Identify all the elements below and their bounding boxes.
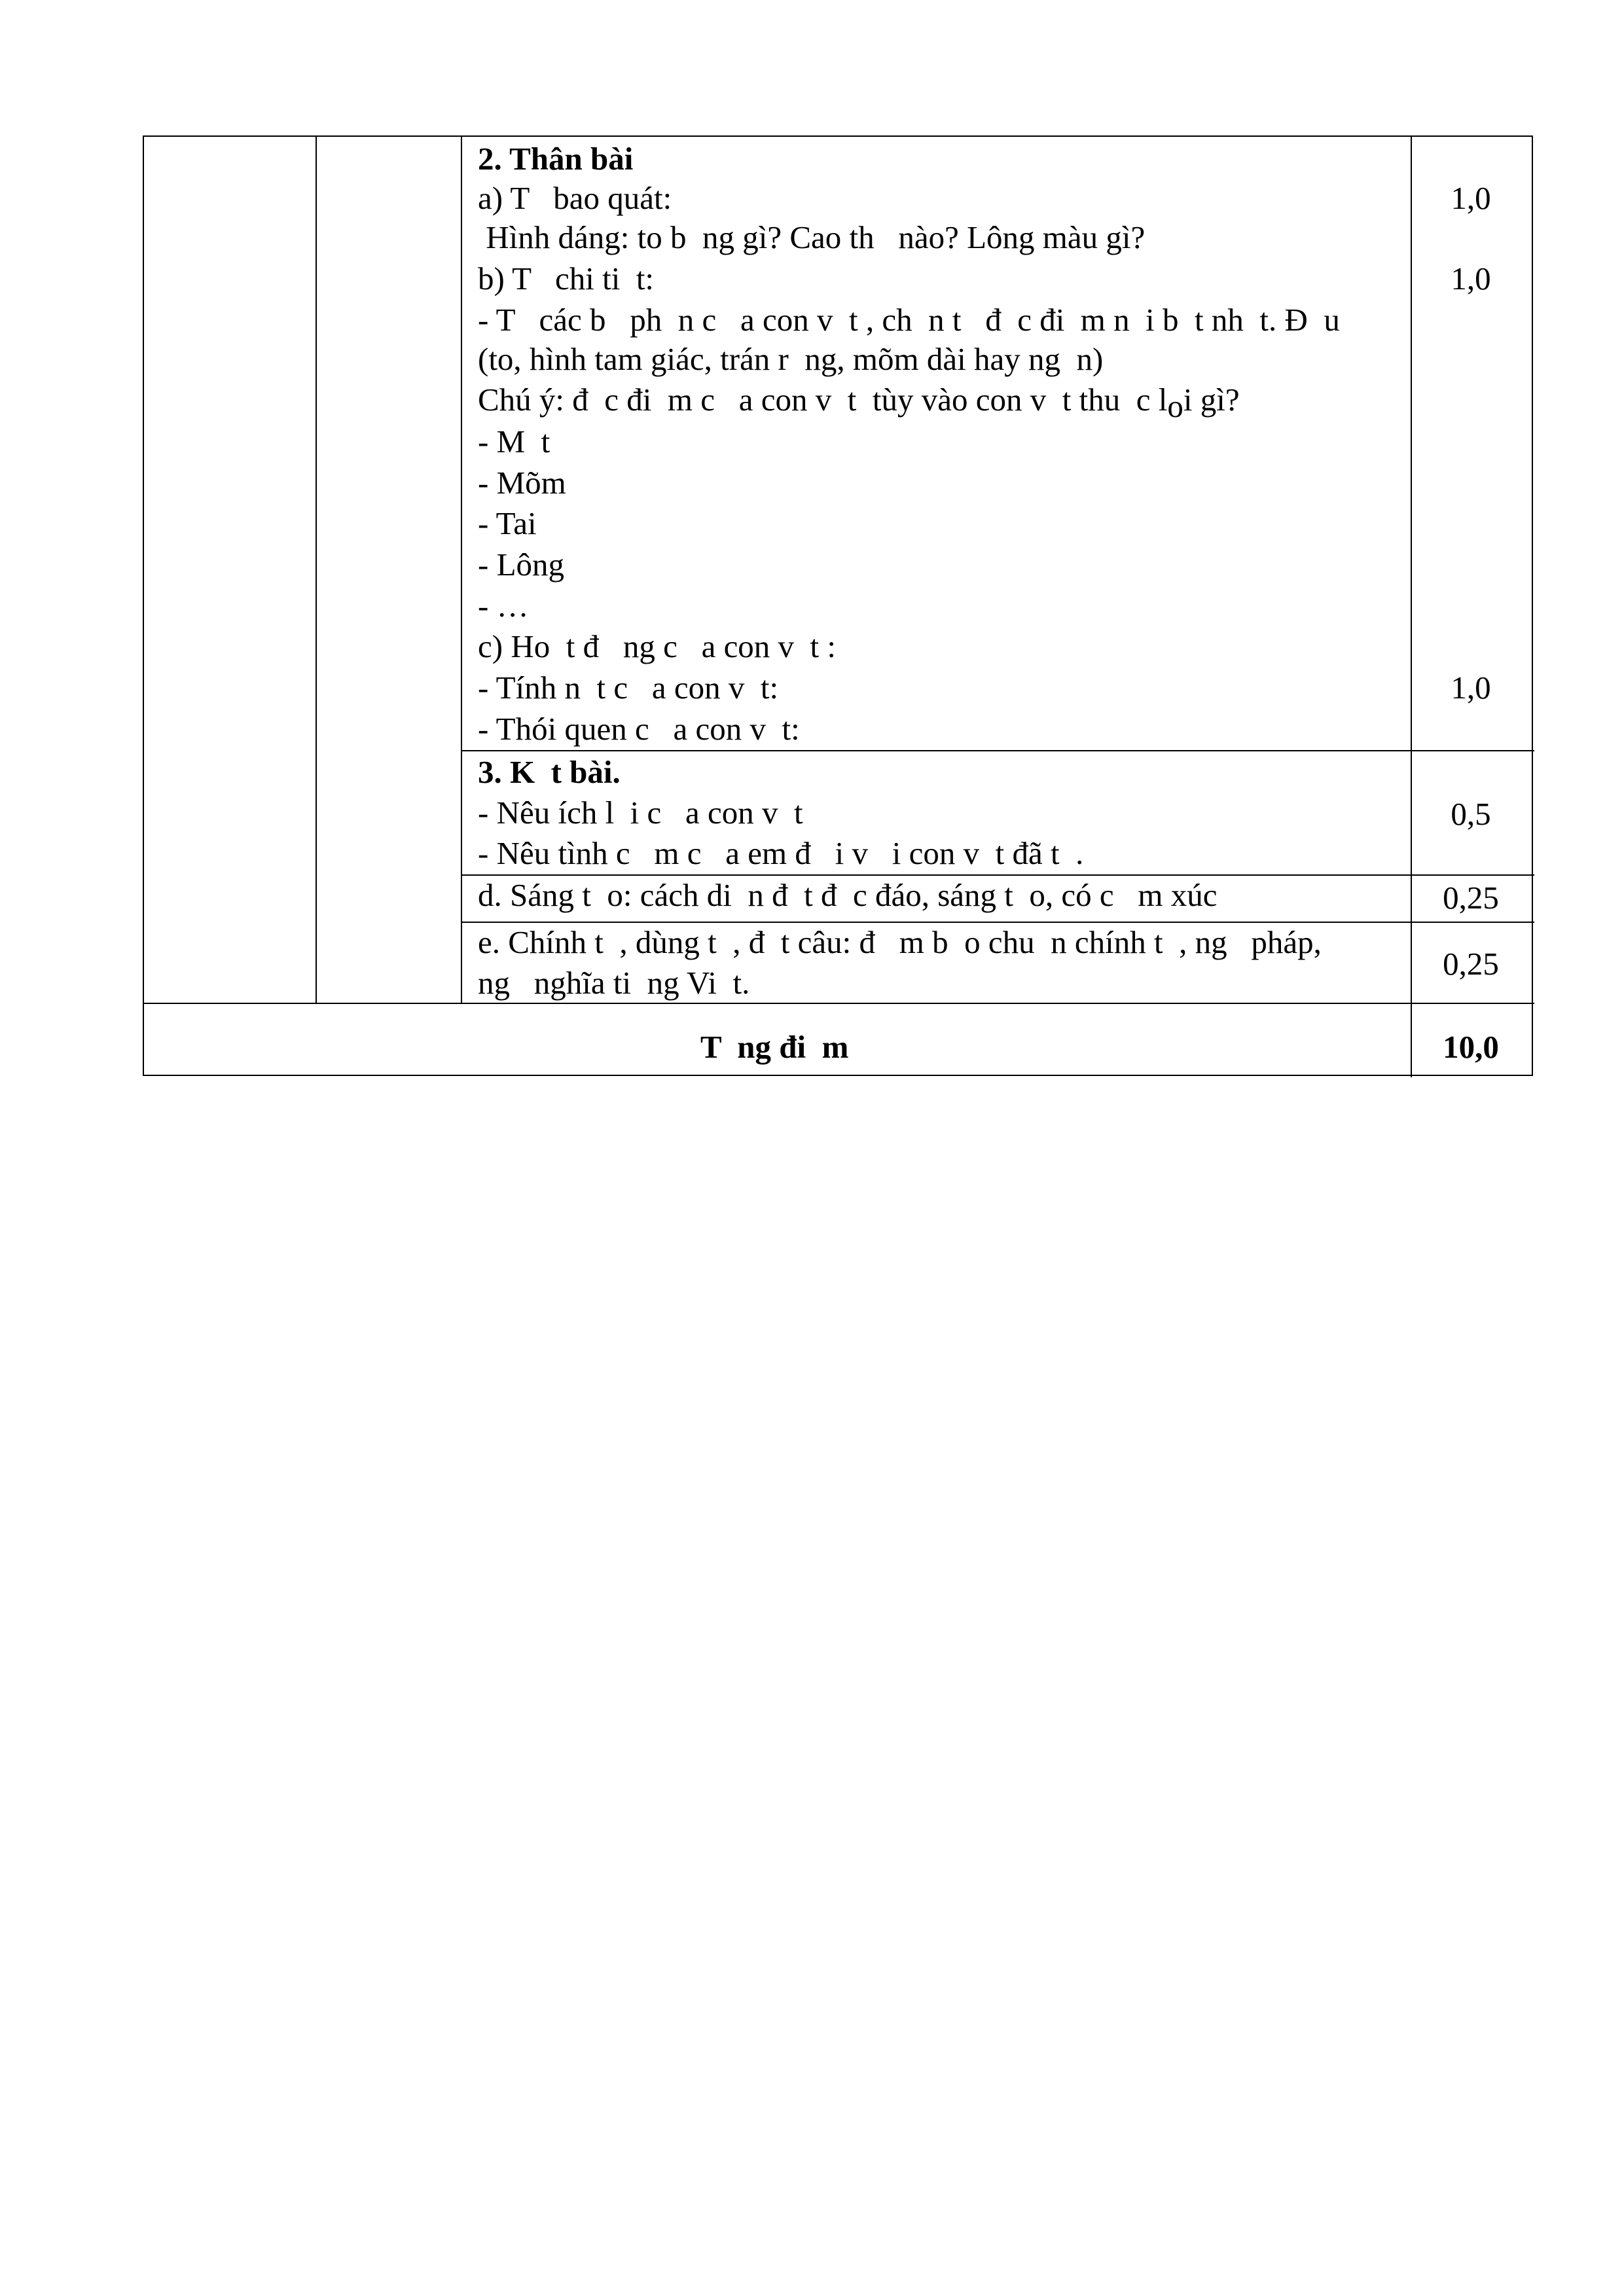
note-end: i gì? [1183,382,1240,418]
than-bai-note [478,380,1240,424]
column-divider-1 [316,137,317,1003]
total-score: 10,0 [1443,1029,1499,1065]
chinh-ta-line2: ng nghĩa ti ng Vi t. [478,965,750,1001]
score-sang-tao: 0,25 [1443,880,1499,916]
note-text: Chú ý: đ c đi m c a con v t tùy vào con v t thu c l [478,382,1168,418]
score-part-c: 1,0 [1451,670,1491,706]
than-bai-part-a: a) T bao quát: [478,180,672,216]
list-item: - Tai [478,505,537,541]
than-bai-part-c: c) Ho t đ ng c a con v t : [478,628,837,664]
score-chinh-ta: 0,25 [1443,946,1499,982]
list-item: - … [478,588,529,624]
ket-bai-line1: - Nêu ích l i c a con v t [478,795,803,831]
row-divider-total [144,1003,1534,1004]
score-ket-bai: 0,5 [1451,796,1491,832]
row-divider-1 [461,750,1534,751]
ket-bai-heading: 3. K t bài. [478,754,621,790]
than-bai-part-b-line1: - T các b ph n c a con v t , ch n t đ c đi m n i b t nh t. Đ u [478,302,1340,338]
than-bai-part-c-line1: - Tính n t c a con v t: [478,670,779,706]
than-bai-part-c-line2: - Thói quen c a con v t: [478,711,800,747]
than-bai-part-a-detail: Hình dáng: to b ng gì? Cao th nào? Lông màu gì? [478,219,1146,255]
ket-bai-line2: - Nêu tình c m c a em đ i v i con v t đã t . [478,835,1084,871]
list-item: - M t [478,423,550,459]
score-part-a: 1,0 [1451,180,1491,216]
total-label: T ng đi m [700,1029,849,1065]
list-item: - Mõm [478,465,566,501]
list-item: - Lông [478,547,564,583]
than-bai-heading: 2. Thân bài [478,141,634,177]
column-divider-2 [461,137,462,1003]
note-subscript: o [1167,388,1183,424]
chinh-ta-line1: e. Chính t , dùng t , đ t câu: đ m b o chu n chính t , ng pháp, [478,924,1322,960]
sang-tao-text: d. Sáng t o: cách di n đ t đ c đáo, sáng t o, có c m xúc [478,877,1218,913]
than-bai-part-b-line2: (to, hình tam giác, trán r ng, mõm dài hay ng n) [478,341,1104,377]
than-bai-part-b: b) T chi ti t: [478,260,655,296]
score-part-b: 1,0 [1451,260,1491,296]
